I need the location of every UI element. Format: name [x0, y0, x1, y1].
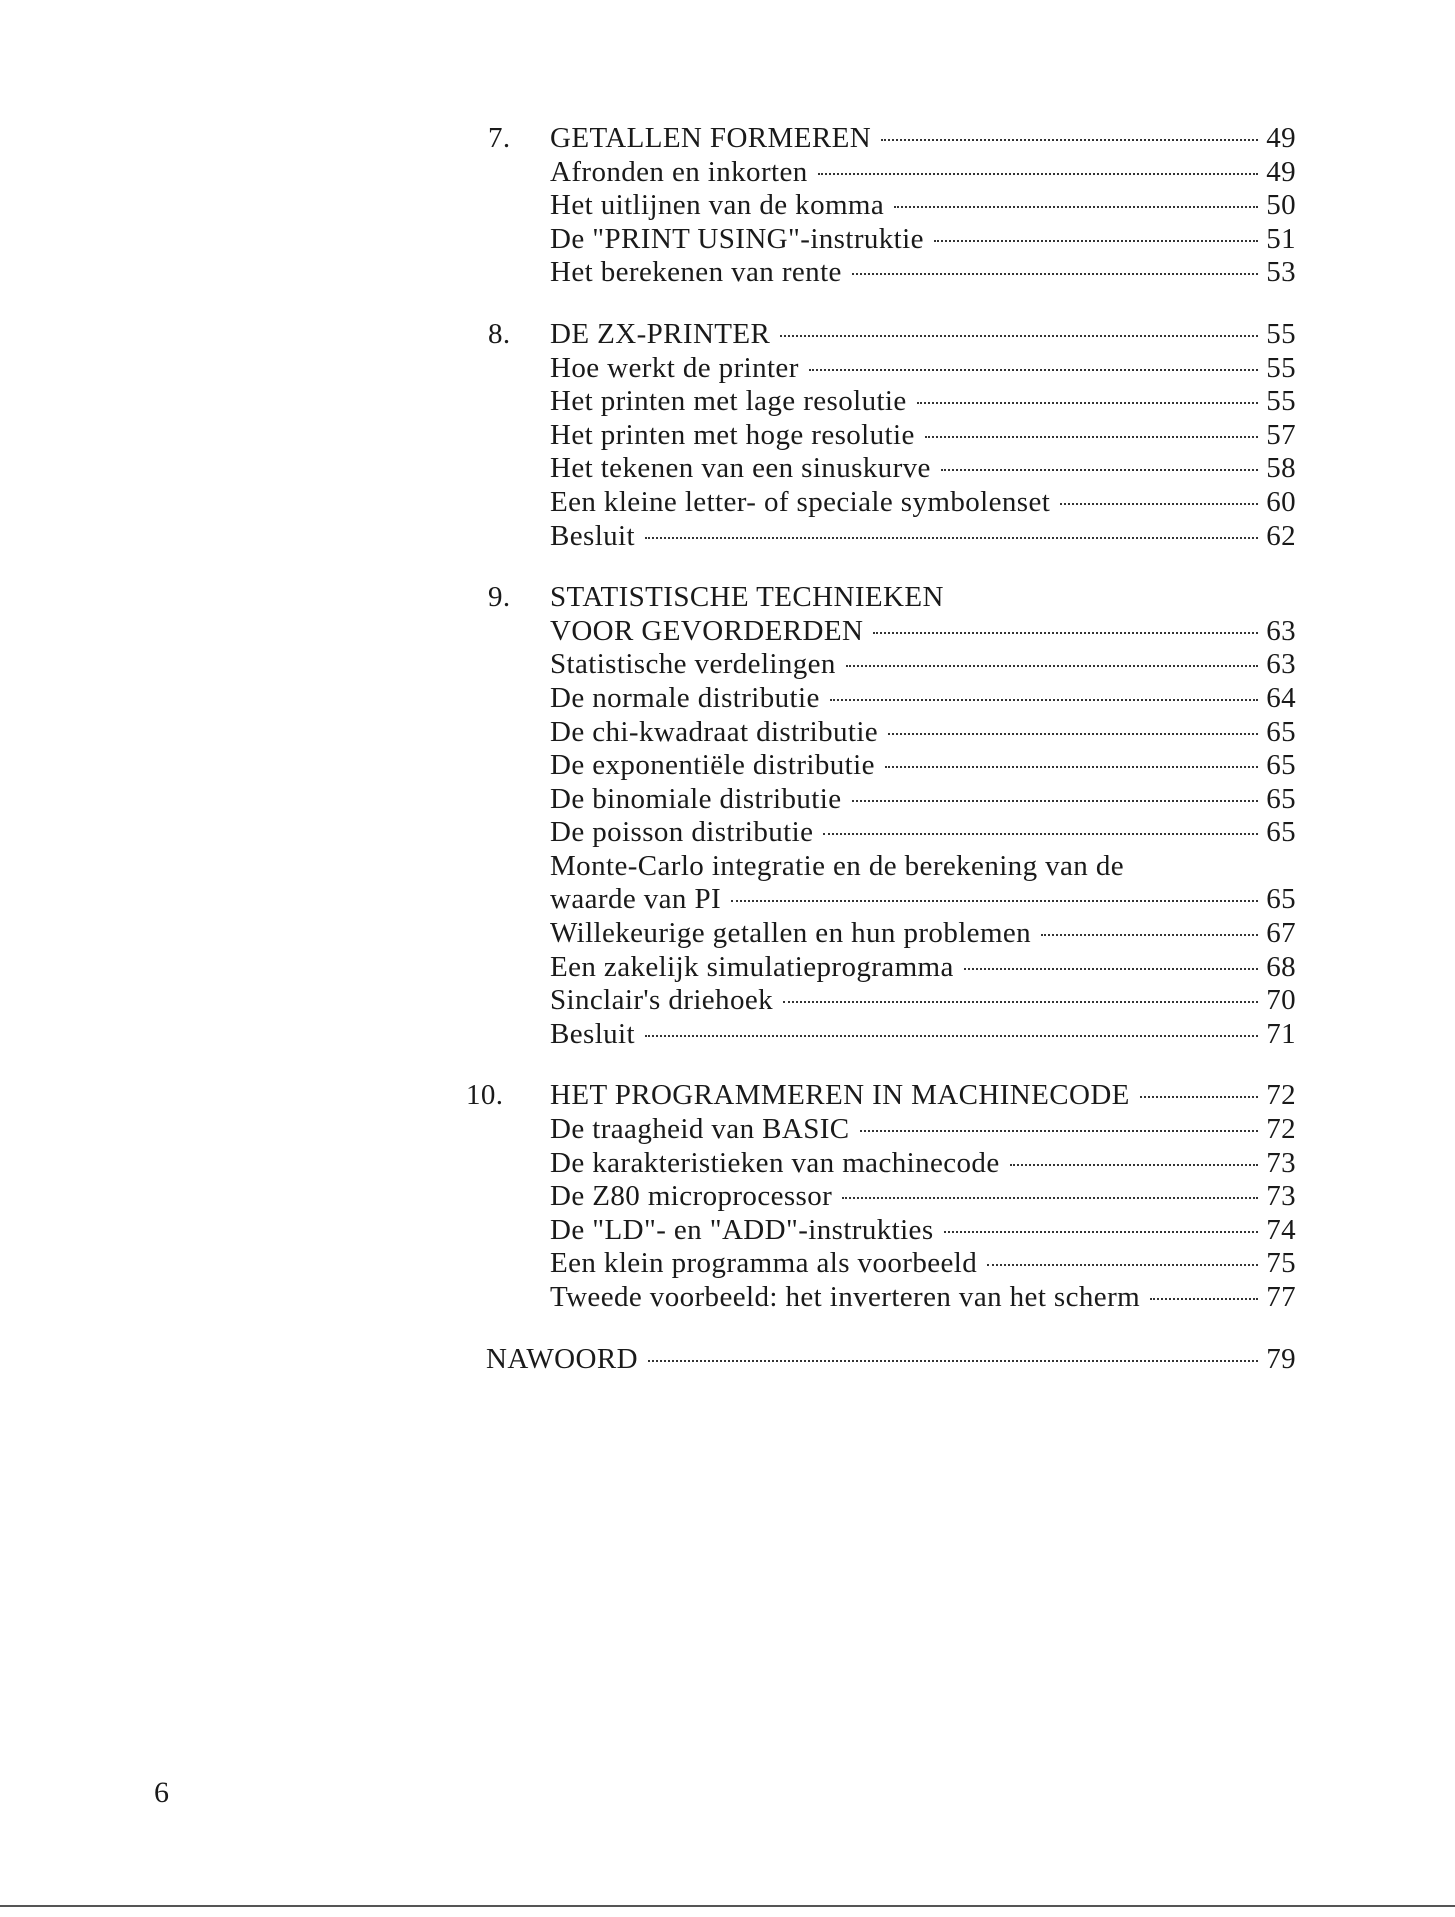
dot-leader	[1060, 503, 1258, 505]
dot-leader	[1010, 1164, 1258, 1166]
chapter-heading	[488, 318, 1296, 352]
entry-title: De "LD"- en "ADD"-instrukties	[550, 1213, 934, 1246]
dot-leader	[731, 900, 1258, 902]
page-ref: 67	[1266, 917, 1296, 950]
chapter-number: 8.	[488, 317, 511, 350]
dot-leader	[1041, 934, 1258, 936]
dot-leader	[809, 369, 1258, 371]
entry-title: Afronden en inkorten	[550, 155, 808, 188]
chapter-heading	[488, 122, 1296, 156]
page-ref: 72	[1266, 1079, 1296, 1112]
page-ref: 73	[1266, 1180, 1296, 1213]
toc-entry	[488, 486, 1296, 520]
entry-title: Hoe werkt de printer	[550, 351, 799, 384]
chapter-title: STATISTISCHE TECHNIEKEN	[550, 581, 944, 614]
toc-entry	[488, 189, 1296, 223]
page-ref: 72	[1266, 1113, 1296, 1146]
entry-title: De karakteristieken van machinecode	[550, 1146, 1000, 1179]
dot-leader	[888, 733, 1258, 735]
page-ref: 49	[1266, 122, 1296, 154]
entry-title: De poisson distributie	[550, 816, 814, 849]
page-ref: 65	[1266, 883, 1296, 916]
toc-entry	[488, 682, 1296, 716]
entry-title: De "PRINT USING"-instruktie	[550, 222, 924, 255]
toc-entry	[488, 816, 1296, 850]
dot-leader	[1140, 1096, 1258, 1098]
entry-title: Het printen met lage resolutie	[550, 385, 907, 418]
entry-title: Sinclair's driehoek	[550, 984, 774, 1017]
toc-entry	[488, 883, 1296, 917]
dot-leader	[925, 436, 1258, 438]
dot-leader	[987, 1264, 1258, 1266]
chapter-heading	[488, 615, 1296, 649]
entry-title: Het tekenen van een sinuskurve	[550, 452, 931, 485]
page-ref: 75	[1266, 1247, 1296, 1280]
page-ref: 74	[1266, 1213, 1296, 1246]
dot-leader	[852, 273, 1258, 275]
bottom-rule	[0, 1905, 1455, 1907]
chapter-block	[488, 318, 1296, 553]
page-ref: 51	[1266, 222, 1296, 255]
dot-leader	[934, 240, 1258, 242]
toc-entry	[488, 156, 1296, 190]
page-ref: 65	[1266, 749, 1296, 782]
page-ref: 71	[1266, 1017, 1296, 1050]
page-ref: 65	[1266, 715, 1296, 748]
page-ref: 55	[1266, 317, 1296, 350]
page-ref: 50	[1266, 189, 1296, 222]
page-ref: 55	[1266, 351, 1296, 384]
toc-entry	[488, 223, 1296, 257]
chapter-title: GETALLEN FORMEREN	[550, 122, 872, 154]
toc-entry	[488, 352, 1296, 386]
dot-leader	[944, 1231, 1258, 1233]
toc-entry	[488, 850, 1296, 884]
page-ref: 62	[1266, 519, 1296, 552]
entry-title: Een zakelijk simulatieprogramma	[550, 950, 954, 983]
page-ref: 79	[1266, 1342, 1296, 1375]
entry-title: Een kleine letter- of speciale symbolenset	[550, 485, 1051, 518]
page-ref: 68	[1266, 950, 1296, 983]
chapter-title: DE ZX-PRINTER	[550, 317, 771, 350]
toc-entry	[488, 1214, 1296, 1248]
dot-leader	[645, 1035, 1258, 1037]
toc-entry	[488, 1018, 1296, 1052]
dot-leader	[783, 1001, 1258, 1003]
toc-entry	[488, 984, 1296, 1018]
chapter-block	[488, 122, 1296, 290]
dot-leader	[894, 206, 1258, 208]
dot-leader	[830, 699, 1258, 701]
page-ref: 65	[1266, 816, 1296, 849]
dot-leader	[842, 1197, 1258, 1199]
dot-leader	[1150, 1298, 1258, 1300]
dot-leader	[780, 335, 1258, 337]
entry-title: Monte-Carlo integratie en de berekening van de	[550, 849, 1125, 882]
toc-entry	[488, 1113, 1296, 1147]
page-ref: 58	[1266, 452, 1296, 485]
entry-title: De traagheid van BASIC	[550, 1113, 850, 1146]
page-ref: 60	[1266, 485, 1296, 518]
page-ref: 70	[1266, 984, 1296, 1017]
entry-title: De chi-kwadraat distributie	[550, 715, 879, 748]
entry-title: Statistische verdelingen	[550, 648, 836, 681]
toc-entry	[488, 256, 1296, 290]
toc-entry	[488, 783, 1296, 817]
dot-leader	[964, 968, 1258, 970]
page-ref: 64	[1266, 681, 1296, 714]
dot-leader	[645, 537, 1258, 539]
entry-title: De Z80 microprocessor	[550, 1180, 833, 1213]
chapter-number: 10.	[466, 1079, 504, 1112]
chapter-heading	[488, 581, 1296, 615]
dot-leader	[873, 632, 1258, 634]
page-ref: 73	[1266, 1146, 1296, 1179]
page-ref: 49	[1266, 155, 1296, 188]
toc-entry	[488, 1147, 1296, 1181]
entry-title: Tweede voorbeeld: het inverteren van het scherm	[550, 1281, 1141, 1313]
nawoord-entry	[486, 1343, 1296, 1377]
page-ref: 55	[1266, 385, 1296, 418]
dot-leader	[823, 833, 1258, 835]
toc-entry	[488, 648, 1296, 682]
toc-entry	[488, 951, 1296, 985]
toc-entry	[488, 716, 1296, 750]
entry-title: Willekeurige getallen en hun problemen	[550, 917, 1032, 950]
chapter-block	[466, 1079, 1296, 1314]
page-ref: 77	[1266, 1281, 1296, 1313]
dot-leader	[852, 800, 1259, 802]
entry-title: De normale distributie	[550, 681, 820, 714]
entry-title: Besluit	[550, 519, 635, 552]
entry-title: De binomiale distributie	[550, 782, 842, 815]
table-of-contents	[466, 122, 1296, 1376]
chapter-number: 7.	[488, 122, 511, 154]
dot-leader	[860, 1130, 1258, 1132]
dot-leader	[885, 766, 1258, 768]
toc-entry	[488, 1247, 1296, 1281]
toc-entry	[488, 1180, 1296, 1214]
entry-title: Besluit	[550, 1017, 635, 1050]
page-ref: 63	[1266, 614, 1296, 647]
toc-entry	[488, 419, 1296, 453]
dot-leader	[818, 173, 1258, 175]
nawoord-title: NAWOORD	[486, 1342, 638, 1375]
page-ref: 63	[1266, 648, 1296, 681]
dot-leader	[881, 139, 1258, 141]
chapter-heading	[466, 1079, 1296, 1113]
page-ref: 57	[1266, 418, 1296, 451]
page-ref: 53	[1266, 256, 1296, 289]
chapter-title: HET PROGRAMMEREN IN MACHINECODE	[550, 1079, 1130, 1112]
entry-title: Het berekenen van rente	[550, 256, 842, 289]
page-ref: 65	[1266, 782, 1296, 815]
chapter-block	[488, 581, 1296, 1051]
toc-entry	[488, 917, 1296, 951]
toc-entry	[488, 749, 1296, 783]
entry-title: Het printen met hoge resolutie	[550, 418, 915, 451]
dot-leader	[846, 665, 1258, 667]
chapter-number: 9.	[488, 581, 511, 614]
entry-title: waarde van PI	[550, 883, 722, 916]
entry-title: Het uitlijnen van de komma	[550, 189, 885, 222]
toc-entry	[488, 1281, 1296, 1315]
entry-title: Een klein programma als voorbeeld	[550, 1247, 978, 1280]
toc-entry	[488, 452, 1296, 486]
dot-leader	[941, 469, 1258, 471]
dot-leader	[917, 402, 1258, 404]
entry-title: De exponentiële distributie	[550, 749, 875, 782]
toc-entry	[488, 385, 1296, 419]
dot-leader	[648, 1360, 1258, 1362]
page-number: 6	[154, 1776, 169, 1809]
toc-entry	[488, 520, 1296, 554]
chapter-title: VOOR GEVORDERDEN	[550, 614, 864, 647]
